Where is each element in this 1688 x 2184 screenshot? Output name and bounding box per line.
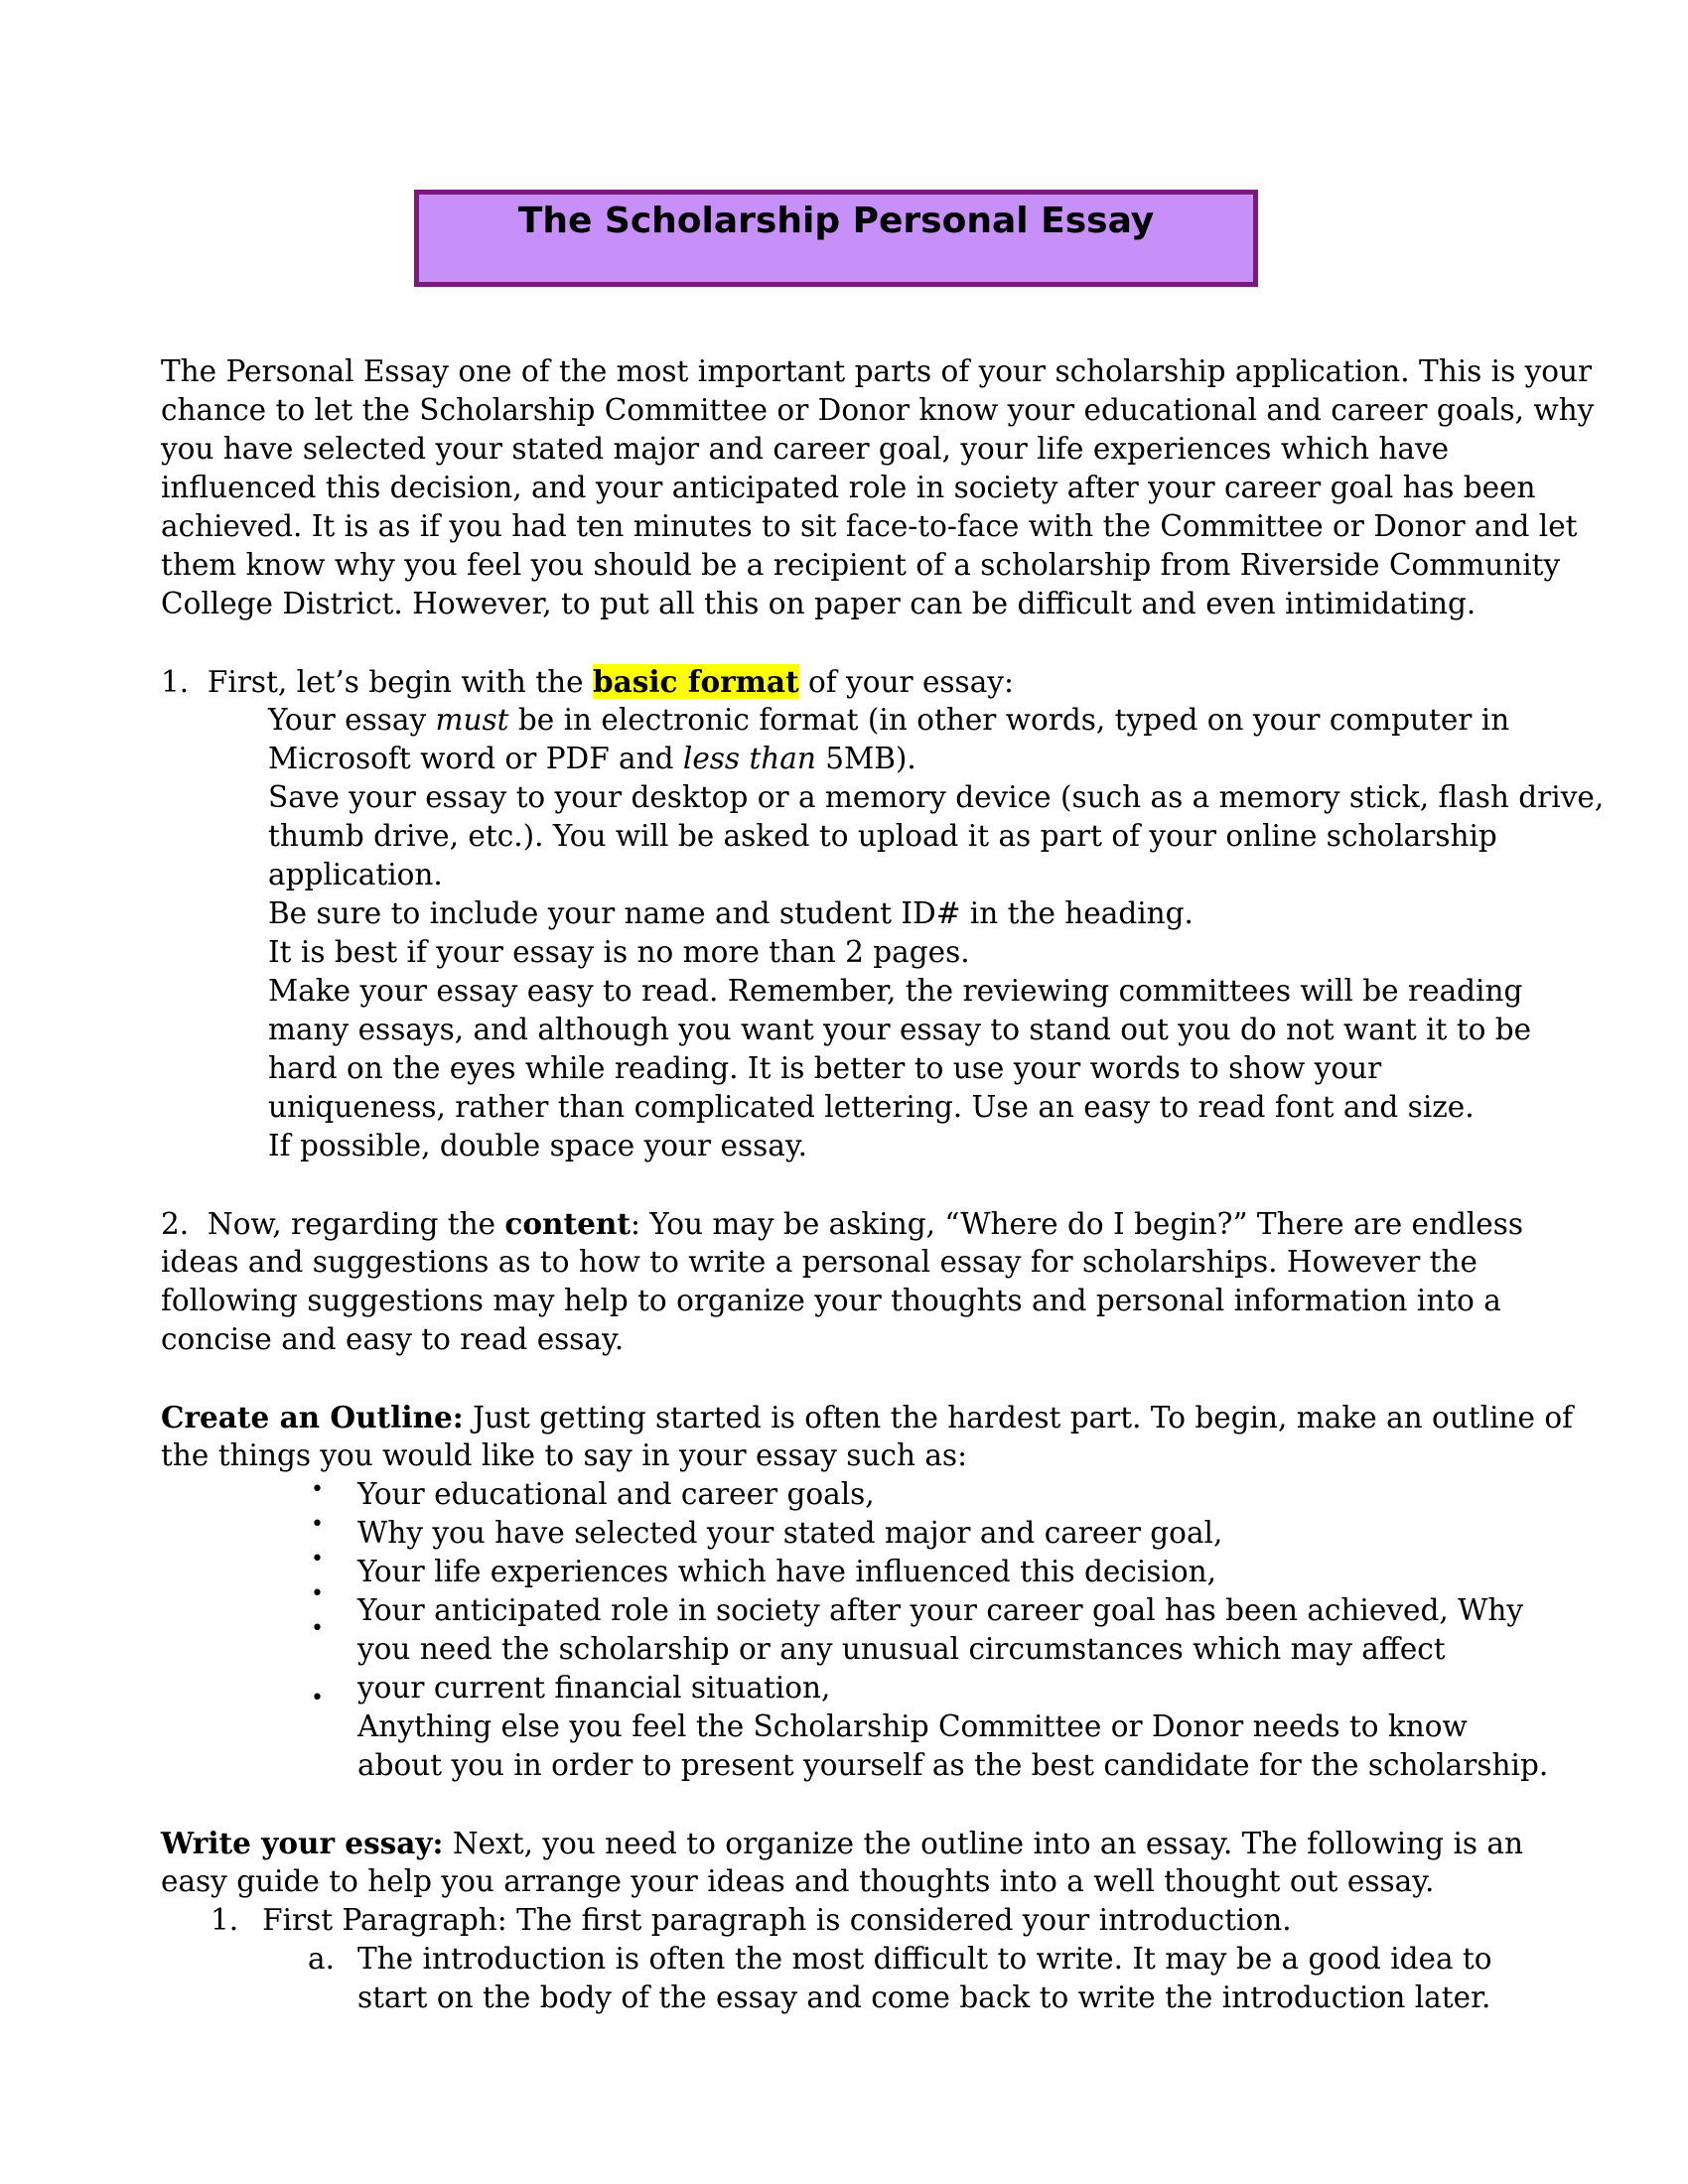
text-run: be in electronic format (in other words, typed on your computer in	[508, 703, 1510, 737]
outline-list	[357, 1475, 1548, 1785]
text-run: Your essay	[268, 703, 436, 737]
sub-item-line: The introduction is often the most difficult to write. It may be a good idea to	[357, 1942, 1492, 1976]
format-highlight: basic format	[592, 664, 799, 699]
missing-glyph-icon	[218, 933, 248, 972]
format-bullet-2-cont: thumb drive, etc.). You will be asked to upload it as part of your online scholarship	[268, 819, 1497, 853]
text-run: 5MB).	[815, 742, 916, 775]
outline-paragraph	[161, 1398, 1573, 1475]
outline-item: Your anticipated role in society after your career goal has been achieved, Why	[357, 1593, 1524, 1627]
intro-line: chance to let the Scholarship Committee or Donor know your educational and career goals, why	[161, 393, 1595, 427]
format-bullet-2-cont: application.	[268, 858, 443, 891]
content-line: concise and easy to read essay.	[161, 1322, 625, 1356]
intro-line: them know why you feel you should be a recipient of a scholarship from Riverside Community	[161, 548, 1561, 582]
format-lead-before: First, let’s begin with the	[207, 665, 593, 699]
missing-glyph-icon	[218, 701, 248, 740]
page-title: The Scholarship Personal Essay	[517, 201, 1155, 241]
write-line: easy guide to help you arrange your ideas and thoughts into a well thought out essay.	[161, 1864, 1435, 1898]
text-run: Now, regarding the	[207, 1207, 505, 1241]
missing-glyph-icon	[218, 1127, 248, 1165]
write-sub-letter: a.	[308, 1942, 335, 1976]
title-box	[414, 190, 1258, 287]
text-run: Microsoft word or PDF and	[268, 742, 683, 775]
bullet-dot-icon: •	[311, 1547, 324, 1571]
format-bullet-2: Save your essay to your desktop or a memory device (such as a memory stick, flash drive,	[268, 780, 1605, 814]
bullet-dot-icon: •	[311, 1477, 324, 1502]
bullet-dot-icon: •	[311, 1616, 324, 1641]
outline-heading: Create an Outline:	[161, 1400, 464, 1434]
text-run: Just getting started is often the hardest part. To begin, make an outline of	[463, 1401, 1574, 1434]
intro-line: influenced this decision, and your anticipated role in society after your career goal has been	[161, 471, 1536, 504]
bullet-dot-icon: •	[311, 1512, 324, 1537]
missing-glyph-icon	[218, 778, 248, 817]
intro-line: The Personal Essay one of the most important parts of your scholarship application. This is your	[161, 354, 1593, 388]
outline-item: Your life experiences which have influenced this decision,	[357, 1555, 1216, 1588]
bullet-dot-icon: •	[311, 1581, 324, 1606]
text-run: : You may be asking, “Where do I begin?” There are endless	[630, 1207, 1524, 1241]
list-item-text: First Paragraph: The first paragraph is considered your introduction.	[262, 1903, 1292, 1937]
format-bullet-6: If possible, double space your essay.	[268, 1129, 807, 1162]
outline-item-cont: your current financial situation,	[357, 1671, 831, 1705]
intro-line: College District. However, to put all this on paper can be difficult and even intimidating.	[161, 587, 1477, 620]
write-list-item	[211, 1901, 1292, 1940]
content-paragraph	[161, 1204, 1523, 1359]
format-number: 1.	[161, 665, 190, 699]
format-bullet-5-cont: uniqueness, rather than complicated lettering. Use an easy to read font and size.	[268, 1090, 1475, 1124]
format-bullet-3: Be sure to include your name and student ID# in the heading.	[268, 896, 1194, 930]
outline-item-cont: you need the scholarship or any unusual circumstances which may affect	[357, 1632, 1446, 1666]
format-bullet-5-cont: hard on the eyes while reading. It is better to use your words to show your	[268, 1051, 1382, 1085]
write-paragraph	[161, 1824, 1523, 1901]
format-bullet-list	[218, 701, 1605, 1165]
outline-line	[161, 1398, 1573, 1436]
content-line: following suggestions may help to organize your thoughts and personal information into a	[161, 1284, 1501, 1317]
format-bullet-5-cont: many essays, and although you want your essay to stand out you do not want it to be	[268, 1013, 1532, 1046]
format-bullet-4: It is best if your essay is no more than 2 pages.	[268, 935, 970, 969]
format-lead	[161, 662, 1014, 702]
missing-glyph-icon	[218, 972, 248, 1011]
list-number: 1.	[211, 1903, 239, 1937]
sub-item-line: start on the body of the essay and come back to write the introduction later.	[357, 1980, 1491, 2014]
format-lead-after: of your essay:	[798, 665, 1014, 699]
format-bullet-1-cont	[218, 740, 1589, 778]
write-line	[161, 1824, 1523, 1862]
emphasis: must	[435, 703, 509, 737]
format-bullet-1	[218, 701, 1589, 740]
write-sub-item	[357, 1940, 1492, 2017]
missing-glyph-icon	[218, 894, 248, 933]
emphasis: less than	[682, 742, 816, 775]
content-line: ideas and suggestions as to how to write a personal essay for scholarships. However the	[161, 1245, 1477, 1279]
outline-item: Anything else you feel the Scholarship Committee or Donor needs to know	[357, 1709, 1468, 1743]
intro-line: you have selected your stated major and career goal, your life experiences which have	[161, 432, 1450, 466]
intro-line: achieved. It is as if you had ten minutes to sit face-to-face with the Committee or Donor and let	[161, 509, 1578, 543]
outline-item: Why you have selected your stated major and career goal,	[357, 1516, 1223, 1550]
outline-item-cont: about you in order to present yourself as the best candidate for the scholarship.	[357, 1748, 1549, 1782]
content-keyword: content	[504, 1206, 631, 1241]
content-number: 2.	[161, 1207, 190, 1241]
write-heading: Write your essay:	[161, 1826, 444, 1860]
text-run: Next, you need to organize the outline into an essay. The following is an	[443, 1827, 1523, 1860]
outline-line: the things you would like to say in your essay such as:	[161, 1438, 968, 1472]
intro-paragraph	[161, 352, 1594, 623]
content-line	[161, 1204, 1523, 1243]
bullet-dot-icon: •	[311, 1686, 324, 1710]
format-bullet-5: Make your essay easy to read. Remember, the reviewing committees will be reading	[268, 974, 1523, 1008]
outline-item: Your educational and career goals,	[357, 1477, 875, 1511]
